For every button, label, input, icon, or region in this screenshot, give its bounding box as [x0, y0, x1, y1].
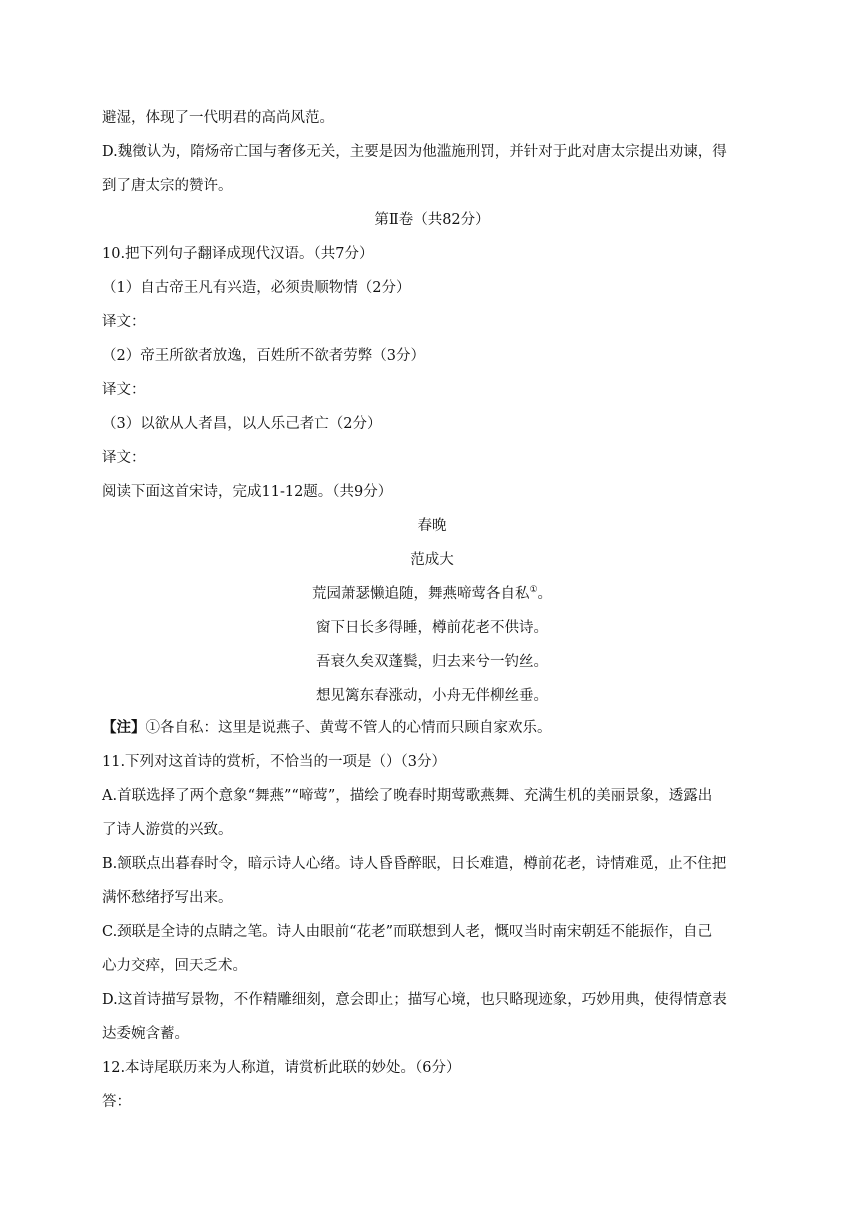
option-c-line-1: C.颈联是全诗的点睛之笔。诗人由眼前“花老”而联想到人老，慨叹当时南宋朝廷不能振作，自己 [102, 924, 713, 940]
question-12: 12.本诗尾联历来为人称道，请赏析此联的妙处。（6分） [102, 1060, 461, 1076]
section-heading: 第Ⅱ卷（共82分） [374, 212, 490, 228]
option-d-line-2: 达委婉含蓄。 [102, 1026, 189, 1042]
sentence-2: （2）帝王所欲者放逸，百姓所不欲者劳弊（3分） [102, 348, 425, 364]
option-d-line-2: 到了唐太宗的赞许。 [102, 178, 233, 194]
poem-line-1 [102, 584, 762, 604]
sentence-1: （1）自古帝王凡有兴造，必须贵顺物情（2分） [102, 280, 411, 296]
answer-label: 答： [102, 1094, 131, 1110]
poem-note [102, 718, 762, 738]
option-b-line-1: B.颔联点出暮春时令，暗示诗人心绪。诗人昏昏醉眠，日长难遣，樽前花老，诗情难觅，止不住把 [102, 856, 727, 872]
text-line: 避湿，体现了一代明君的高尚风范。 [102, 110, 334, 126]
option-d-line-1: D.这首诗描写景物，不作精雕细刻，意会即止；描写心境，也只略现迹象，巧妙用典，使得情意表 [102, 992, 727, 1008]
footnote-marker: ① [529, 585, 538, 596]
option-a-line-1: A.首联选择了两个意象“舞燕”“啼莺”，描绘了晚春时期莺歌燕舞、充满生机的美丽景象，透露出 [102, 788, 713, 804]
option-b-line-2: 满怀愁绪抒写出来。 [102, 890, 233, 906]
poem-instruction: 阅读下面这首宋诗，完成11-12题。（共9分） [102, 484, 393, 500]
poem-line-2: 窗下日长多得睡，樽前花老不供诗。 [316, 620, 548, 636]
option-a-line-2: 了诗人游赏的兴致。 [102, 822, 233, 838]
sentence-3: （3）以欲从人者昌，以人乐己者亡（2分） [102, 416, 382, 432]
poem-line-1-end: 。 [537, 586, 553, 602]
note-text: ①各自私：这里是说燕子、黄莺不管人的心情而只顾自家欢乐。 [145, 720, 552, 736]
poem-line-4: 想见篱东春涨动，小舟无伴柳丝垂。 [316, 688, 548, 704]
poem-title: 春晚 [417, 518, 447, 534]
translation-label-3: 译文： [102, 450, 146, 466]
option-d-line-1: D.魏徵认为，隋炀帝亡国与奢侈无关，主要是因为他滥施刑罚，并针对于此对唐太宗提出劝谏，得 [102, 144, 727, 160]
translation-label-2: 译文： [102, 382, 146, 398]
poem-author: 范成大 [410, 552, 454, 568]
poem-line-1-text: 荒园萧瑟懒追随，舞燕啼莺各自私 [311, 586, 530, 602]
question-10: 10.把下列句子翻译成现代汉语。（共7分） [102, 246, 374, 262]
translation-label-1: 译文： [102, 314, 146, 330]
question-11: 11.下列对这首诗的赏析，不恰当的一项是（）（3分） [102, 754, 447, 770]
note-tag: 【注】 [102, 719, 146, 736]
option-c-line-2: 心力交瘁，回天乏术。 [102, 958, 247, 974]
poem-line-3: 吾衰久矣双蓬鬓，归去来兮一钓丝。 [316, 654, 548, 670]
